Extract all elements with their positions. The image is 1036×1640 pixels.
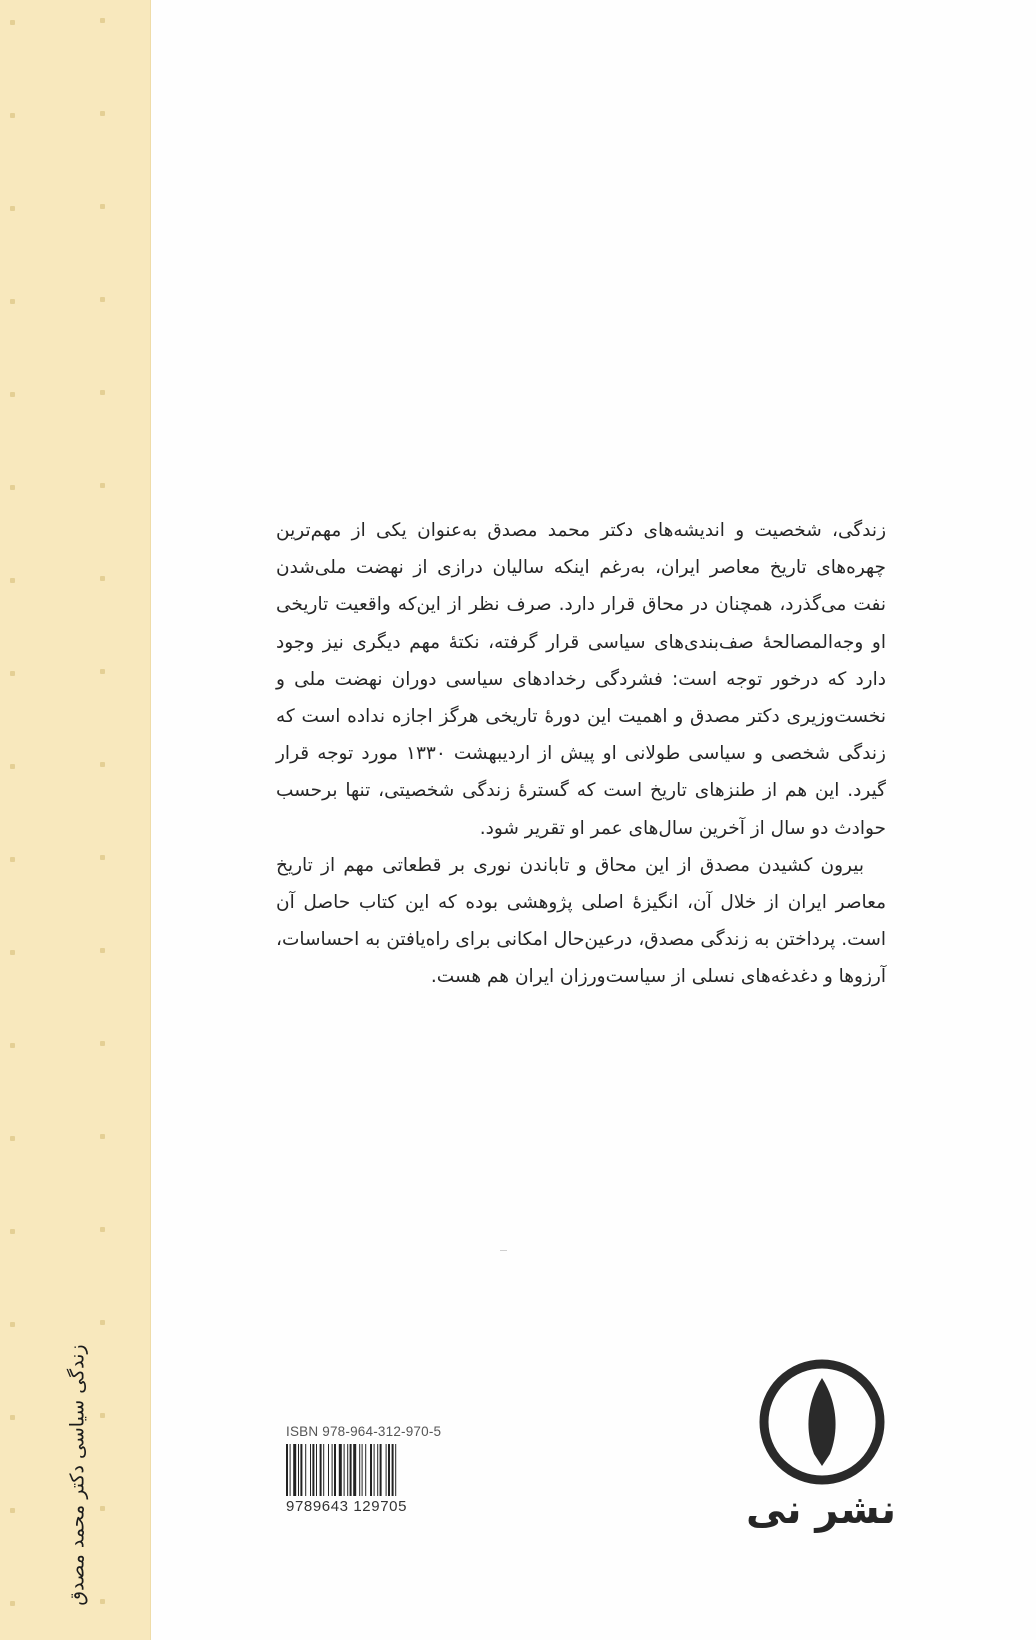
back-cover-blurb: [276, 512, 886, 996]
barcode-bar: [353, 1444, 356, 1496]
spine-dot: [100, 204, 105, 209]
spine-dot: [100, 855, 105, 860]
spine-dot: [10, 392, 15, 397]
spine-dot: [10, 20, 15, 25]
barcode-bar: [339, 1444, 342, 1496]
barcode-bar: [298, 1444, 299, 1496]
barcode-bar: [316, 1444, 317, 1496]
spine-dot: [10, 1043, 15, 1048]
barcode-bar: [347, 1444, 348, 1496]
spine-dot: [100, 948, 105, 953]
spine-dot: [10, 1322, 15, 1327]
spine-dot: [100, 1506, 105, 1511]
paper-speck: [500, 1250, 507, 1251]
barcode-bar: [328, 1444, 329, 1496]
barcode-digits: 9789643 129705: [286, 1498, 408, 1515]
barcode-bar: [290, 1444, 291, 1496]
spine-dot: [10, 299, 15, 304]
barcode-bar: [374, 1444, 375, 1496]
spine-dot: [10, 1601, 15, 1606]
barcode-bar: [380, 1444, 382, 1496]
barcode-bar: [365, 1444, 366, 1496]
spine-dot: [10, 950, 15, 955]
spine-dot: [10, 1415, 15, 1420]
barcode-bar: [344, 1444, 345, 1496]
spine-dot: [100, 18, 105, 23]
barcode-bar: [388, 1444, 390, 1496]
isbn-label: ISBN 978-964-312-970-5: [286, 1424, 442, 1439]
spine-title-text: زندگی سیاسی دکتر محمد مصدق: [67, 1344, 90, 1606]
barcode-bar: [395, 1444, 396, 1496]
barcode-bar: [310, 1444, 311, 1496]
spine-dot: [100, 1320, 105, 1325]
barcode-bar: [320, 1444, 322, 1496]
spine-dot: [100, 1041, 105, 1046]
blurb-paragraph-2: بیرون کشیدن مصدق از این محاق و تاباندن نوری بر قطعاتی مهم از تاریخ معاصر ایران از خلال آن، انگیزهٔ اصلی پژوهشی بوده که این کتاب حاصل آن است. پرداختن به زندگی مصدق، درعین‌حال امکانی برای راه‌یافتن به احساسات، آرزوها و دغدغه‌های نسلی از سیاست‌ورزان ایران هم هست.: [276, 854, 886, 988]
spine-dot: [10, 578, 15, 583]
barcode-bar: [350, 1444, 352, 1496]
spine-dot: [100, 1599, 105, 1604]
spine-dot: [10, 485, 15, 490]
barcode-bar: [359, 1444, 360, 1496]
spine-dot: [100, 297, 105, 302]
barcode-bar: [362, 1444, 363, 1496]
spine-dot: [100, 390, 105, 395]
spine-dot: [10, 671, 15, 676]
publisher-name: نشر نی: [745, 1487, 897, 1533]
spine-dot: [10, 1136, 15, 1141]
barcode-bar: [377, 1444, 378, 1496]
spine-dot: [100, 1227, 105, 1232]
spine-dot: [10, 1508, 15, 1513]
barcode-bar: [332, 1444, 333, 1496]
spine-dot: [10, 764, 15, 769]
barcode-bar: [392, 1444, 394, 1496]
barcode-bar: [305, 1444, 306, 1496]
barcode-bar: [293, 1444, 296, 1496]
spine-dot: [100, 762, 105, 767]
spine-dot: [100, 576, 105, 581]
spine-dot: [100, 111, 105, 116]
spine-dot: [10, 206, 15, 211]
barcode-bar: [334, 1444, 336, 1496]
barcode-bar: [286, 1444, 288, 1496]
cover-spine-strip: [0, 0, 151, 1640]
barcode-bar: [370, 1444, 372, 1496]
barcode-bar: [300, 1444, 302, 1496]
barcode-bar: [312, 1444, 314, 1496]
barcode-bar: [323, 1444, 324, 1496]
publisher-logo-icon: [758, 1358, 886, 1486]
spine-dot: [100, 483, 105, 488]
barcode-bar: [386, 1444, 387, 1496]
spine-dot: [100, 669, 105, 674]
spine-dot: [10, 1229, 15, 1234]
blurb-paragraph-1: زندگی، شخصیت و اندیشه‌های دکتر محمد مصدق به‌عنوان یکی از مهم‌ترین چهره‌های تاریخ معاصر ایران، به‌رغم اینکه سالیان درازی از نهضت ملی‌شدن نفت می‌گذرد، همچنان در محاق قرار دارد. صرف نظر از این‌که واقعیت تاریخی او وجه‌المصالحهٔ صف‌بندی‌های سیاسی قرار گرفته، نکتهٔ مهم دیگری نیز وجود دارد که درخور توجه است: فشردگی رخدادهای سیاسی دوران نهضت ملی و نخست‌وزیری دکتر مصدق و اهمیت این دورهٔ تاریخی هرگز اجازه نداده است که زندگی شخصی و سیاسی طولانی او پیش از اردیبهشت ۱۳۳۰ مورد توجه قرار گیرد. این هم از طنزهای تاریخ است که گسترهٔ زندگی شخصیتی، تنها برحسب حوادث دو سال از آخرین سال‌های عمر او تقریر شود.: [276, 520, 886, 839]
isbn-barcode: [286, 1444, 466, 1496]
spine-dot: [10, 857, 15, 862]
spine-dot: [100, 1134, 105, 1139]
spine-dot: [100, 1413, 105, 1418]
spine-title: [56, 1344, 100, 1606]
spine-dot: [10, 113, 15, 118]
